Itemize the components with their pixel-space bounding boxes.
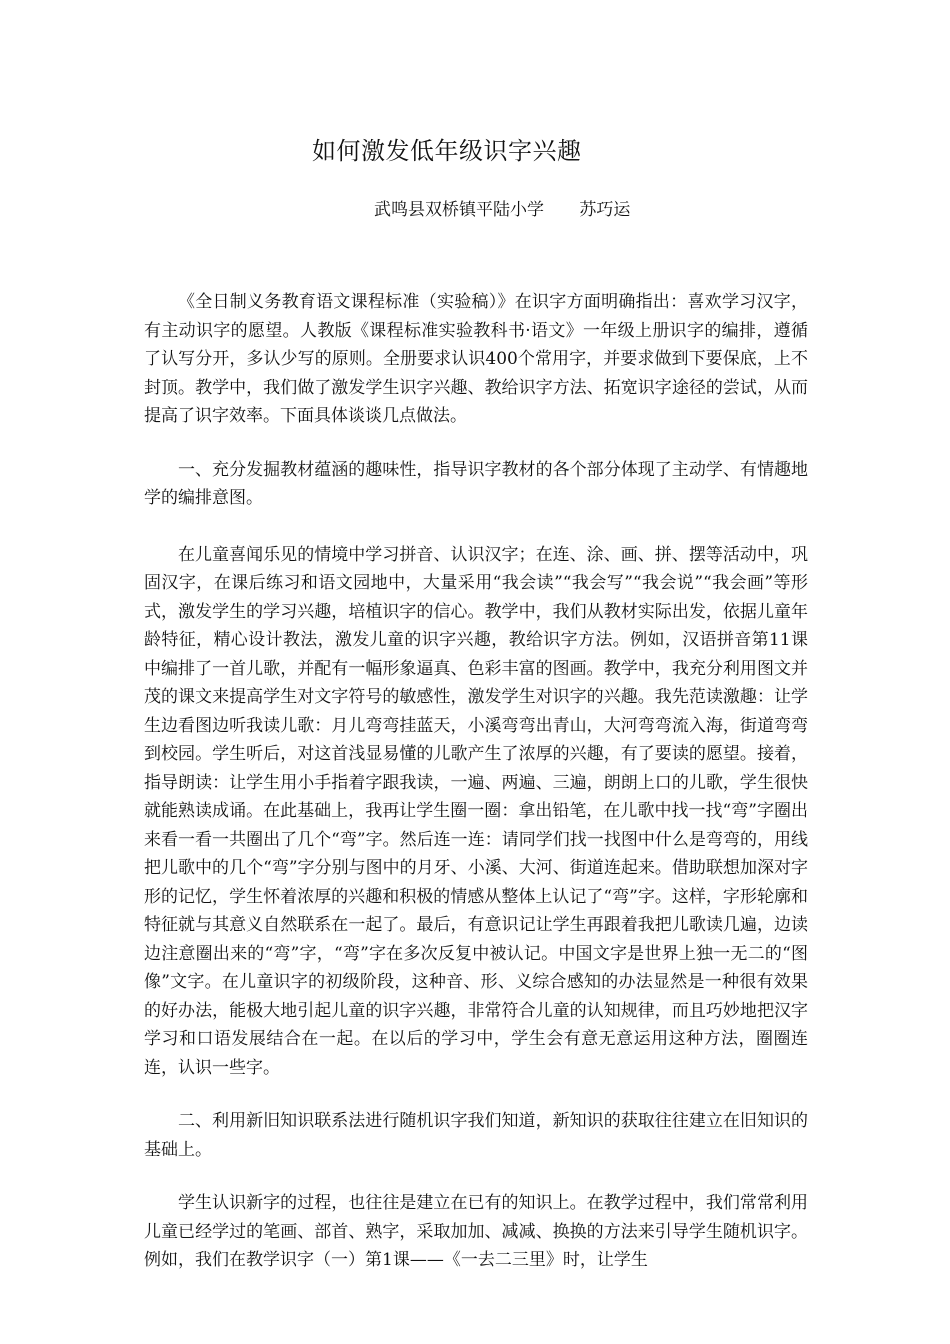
byline-author: 苏巧运 — [579, 200, 631, 220]
paragraph-section-2-heading: 二、利用新旧知识联系法进行随机识字我们知道，新知识的获取往往建立在旧知识的基础上。 — [144, 1111, 808, 1160]
paragraph-section-1-heading: 一、充分发掘教材蕴涵的趣味性，指导识字教材的各个部分体现了主动学、有情趣地学的编排意图。 — [144, 459, 808, 508]
byline — [374, 197, 630, 223]
document-title: 如何激发低年级识字兴趣 — [312, 137, 582, 165]
paragraph-intro: 《全日制义务教育语文课程标准（实验稿）》在识字方面明确指出：喜欢学习汉字，有主动识字的愿望。人教版《课程标准实验教科书·语文》一年级上册识字的编排，遵循了认写分开，多认少写的原则。全册要求认识400个常用字，并要求做到下要保底，上不封顶。教学中，我们做了激发学生识字兴趣、教给识字方法、拓宽识字途径的尝试，从而提高了识字效率。下面具体谈谈几点做法。 — [144, 292, 808, 426]
document-body — [144, 288, 808, 1300]
paragraph-section-1-body: 在儿童喜闻乐见的情境中学习拼音、认识汉字；在连、涂、画、拼、摆等活动中，巩固汉字，在课后练习和语文园地中，大量采用“我会读”“我会写”“我会说”“我会画”等形式，激发学生的学习兴趣，培植识字的信心。教学中，我们从教材实际出发，依据儿童年龄特征，精心设计教法，激发儿童的识字兴趣，教给识字方法。例如，汉语拼音第11课中编排了一首儿歌，并配有一幅形象逼真、色彩丰富的图画。教学中，我充分利用图文并茂的课文来提高学生对文字符号的敏感性，激发学生对识字的兴趣。我先范读激趣：让学生边看图边听我读儿歌：月儿弯弯挂蓝天，小溪弯弯出青山，大河弯弯流入海，街道弯弯到校园。学生听后，对这首浅显易懂的儿歌产生了浓厚的兴趣，有了要读的愿望。接着，指导朗读：让学生用小手指着字跟我读，一遍、两遍、三遍，朗朗上口的儿歌，学生很快就能熟读成诵。在此基础上，我再让学生圈一圈：拿出铅笔，在儿歌中找一找“弯”字圈出来看一看一共圈出了几个“弯”字。然后连一连：请同学们找一找图中什么是弯弯的，用线把儿歌中的几个“弯”字分别与图中的月牙、小溪、大河、街道连起来。借助联想加深对字形的记忆，学生怀着浓厚的兴趣和积极的情感从整体上认记了“弯”字。这样，字形轮廓和特征就与其意义自然联系在一起了。最后，有意识记让学生再跟着我把儿歌读几遍，边读边注意圈出来的“弯”字，“弯”字在多次反复中被认记。中国文字是世界上独一无二的“图像”文字。在儿童识字的初级阶段，这种音、形、义综合感知的办法显然是一种很有效果的好办法，能极大地引起儿童的识字兴趣，非常符合儿童的认知规律，而且巧妙地把汉字学习和口语发展结合在一起。在以后的学习中，学生会有意无意运用这种方法，圈圈连连，认识一些字。 — [144, 544, 808, 1078]
paragraph-section-2-body: 学生认识新字的过程，也往往是建立在已有的知识上。在教学过程中，我们常常利用儿童已经学过的笔画、部首、熟字，采取加加、减减、换换的方法来引导学生随机识字。例如，我们在教学识字（一）第1课——《一去二三里》时，让学生 — [144, 1193, 808, 1270]
byline-school: 武鸣县双桥镇平陆小学 — [374, 200, 544, 220]
